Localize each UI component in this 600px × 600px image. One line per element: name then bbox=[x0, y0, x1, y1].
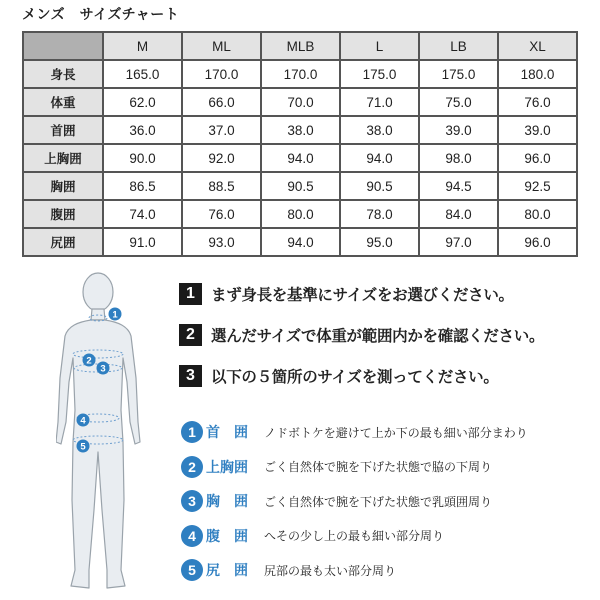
step-text: 選んだサイズで体重が範囲内かを確認ください。 bbox=[211, 327, 545, 345]
point-name: 首 囲 bbox=[206, 425, 248, 441]
table-row bbox=[23, 88, 577, 116]
table-cell: 175.0 bbox=[340, 60, 419, 88]
table-cell: 170.0 bbox=[182, 60, 261, 88]
point-description: ノドボトケを避けて上か下の最も細い部分まわり bbox=[264, 425, 528, 440]
table-cell: 90.5 bbox=[340, 172, 419, 200]
table-cell: 94.0 bbox=[261, 144, 340, 172]
human-body-figure bbox=[56, 270, 176, 600]
measurement-point bbox=[181, 489, 596, 513]
step-item bbox=[179, 283, 594, 305]
table-cell: 38.0 bbox=[340, 116, 419, 144]
table-cell: 94.5 bbox=[419, 172, 498, 200]
table-cell: 39.0 bbox=[498, 116, 577, 144]
instruction-steps bbox=[179, 283, 594, 406]
table-cell: 78.0 bbox=[340, 200, 419, 228]
table-cell: 38.0 bbox=[261, 116, 340, 144]
size-header: LB bbox=[419, 32, 498, 60]
table-cell: 80.0 bbox=[498, 200, 577, 228]
table-cell: 94.0 bbox=[340, 144, 419, 172]
point-number: 3 bbox=[181, 490, 203, 512]
measurement-point bbox=[181, 558, 596, 582]
row-label: 腹囲 bbox=[23, 200, 103, 228]
row-label: 体重 bbox=[23, 88, 103, 116]
table-header-row bbox=[23, 32, 577, 60]
table-cell: 93.0 bbox=[182, 228, 261, 256]
table-cell: 95.0 bbox=[340, 228, 419, 256]
table-cell: 80.0 bbox=[261, 200, 340, 228]
table-row bbox=[23, 172, 577, 200]
table-row bbox=[23, 144, 577, 172]
point-description: ごく自然体で腕を下げた状態で乳頭囲周り bbox=[264, 494, 493, 509]
size-header: L bbox=[340, 32, 419, 60]
point-number: 2 bbox=[181, 456, 203, 478]
row-label: 上胸囲 bbox=[23, 144, 103, 172]
point-name: 胸 囲 bbox=[206, 494, 248, 510]
figure-marker bbox=[77, 414, 90, 427]
table-cell: 84.0 bbox=[419, 200, 498, 228]
table-cell: 76.0 bbox=[498, 88, 577, 116]
size-header: MLB bbox=[261, 32, 340, 60]
figure-marker-label: 4 bbox=[80, 415, 86, 427]
table-cell: 165.0 bbox=[103, 60, 182, 88]
row-label: 胸囲 bbox=[23, 172, 103, 200]
figure-marker bbox=[77, 440, 90, 453]
table-row bbox=[23, 60, 577, 88]
point-description: 尻部の最も太い部分周り bbox=[264, 563, 397, 578]
point-number: 5 bbox=[181, 559, 203, 581]
measurement-point bbox=[181, 524, 596, 548]
table-row bbox=[23, 200, 577, 228]
table-cell: 75.0 bbox=[419, 88, 498, 116]
table-cell: 66.0 bbox=[182, 88, 261, 116]
step-number: 1 bbox=[179, 283, 202, 305]
table-row bbox=[23, 116, 577, 144]
figure-marker-label: 2 bbox=[86, 355, 92, 367]
table-cell: 39.0 bbox=[419, 116, 498, 144]
table-cell: 96.0 bbox=[498, 144, 577, 172]
step-text: まず身長を基準にサイズをお選びください。 bbox=[211, 286, 514, 304]
point-name: 上胸囲 bbox=[206, 459, 248, 476]
size-header: M bbox=[103, 32, 182, 60]
size-header: ML bbox=[182, 32, 261, 60]
figure-marker-label: 3 bbox=[100, 363, 106, 375]
row-label: 首囲 bbox=[23, 116, 103, 144]
table-cell: 94.0 bbox=[261, 228, 340, 256]
table-cell: 92.0 bbox=[182, 144, 261, 172]
table-cell: 92.5 bbox=[498, 172, 577, 200]
table-corner-cell bbox=[23, 32, 103, 60]
figure-marker-label: 1 bbox=[112, 309, 118, 321]
measurement-point bbox=[181, 455, 596, 479]
table-cell: 180.0 bbox=[498, 60, 577, 88]
table-cell: 97.0 bbox=[419, 228, 498, 256]
row-label: 尻囲 bbox=[23, 228, 103, 256]
table-cell: 71.0 bbox=[340, 88, 419, 116]
point-name: 腹 囲 bbox=[206, 528, 248, 545]
point-number: 1 bbox=[181, 421, 203, 443]
point-description: ごく自然体で腕を下げた状態で脇の下周り bbox=[264, 460, 493, 474]
table-cell: 170.0 bbox=[261, 60, 340, 88]
table-cell: 96.0 bbox=[498, 228, 577, 256]
size-chart-table bbox=[22, 31, 578, 257]
table-row bbox=[23, 228, 577, 256]
table-cell: 88.5 bbox=[182, 172, 261, 200]
figure-marker bbox=[83, 354, 96, 367]
table-cell: 91.0 bbox=[103, 228, 182, 256]
step-text: 以下の５箇所のサイズを測ってください。 bbox=[211, 368, 499, 386]
table-cell: 76.0 bbox=[182, 200, 261, 228]
table-cell: 74.0 bbox=[103, 200, 182, 228]
table-cell: 37.0 bbox=[182, 116, 261, 144]
point-name: 尻 囲 bbox=[206, 563, 248, 579]
measurement-point bbox=[181, 420, 596, 444]
table-cell: 62.0 bbox=[103, 88, 182, 116]
table-cell: 175.0 bbox=[419, 60, 498, 88]
step-number: 2 bbox=[179, 324, 202, 346]
table-cell: 36.0 bbox=[103, 116, 182, 144]
table-cell: 70.0 bbox=[261, 88, 340, 116]
measurement-points bbox=[181, 420, 596, 593]
point-number: 4 bbox=[181, 525, 203, 547]
table-cell: 86.5 bbox=[103, 172, 182, 200]
figure-marker-label: 5 bbox=[80, 441, 86, 453]
step-number: 3 bbox=[179, 365, 202, 387]
row-label: 身長 bbox=[23, 60, 103, 88]
step-item bbox=[179, 324, 594, 346]
figure-marker bbox=[97, 362, 110, 375]
table-cell: 90.0 bbox=[103, 144, 182, 172]
chart-title: メンズ サイズチャート bbox=[22, 7, 180, 23]
step-item bbox=[179, 365, 594, 387]
size-header: XL bbox=[498, 32, 577, 60]
table-cell: 90.5 bbox=[261, 172, 340, 200]
table-cell: 98.0 bbox=[419, 144, 498, 172]
point-description: へその少し上の最も細い部分周り bbox=[264, 529, 445, 543]
figure-marker bbox=[109, 308, 122, 321]
